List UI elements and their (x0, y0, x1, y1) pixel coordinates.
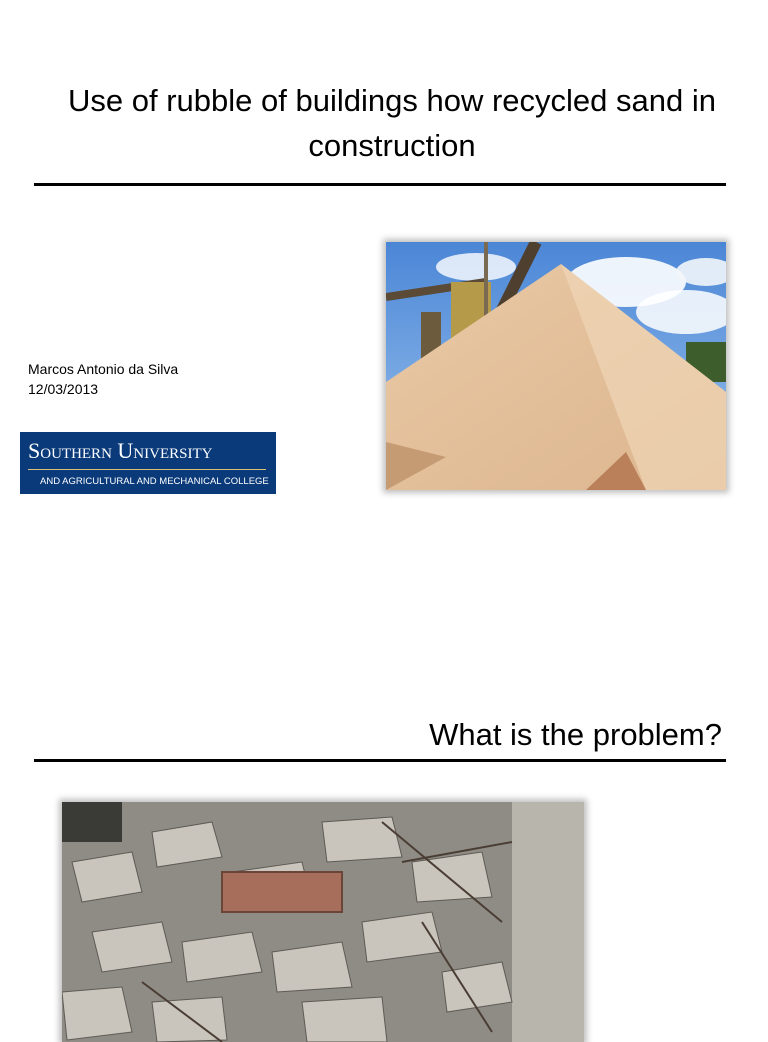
author-block (28, 359, 178, 399)
title-divider (34, 759, 726, 762)
rubble-photo (62, 802, 584, 1042)
slide-2 (0, 690, 768, 1024)
title-divider (34, 183, 726, 186)
university-logo (20, 432, 276, 494)
slide-title: What is the problem? (429, 717, 722, 752)
logo-sub-text: AND AGRICULTURAL AND MECHANICAL COLLEGE (40, 476, 269, 487)
logo-main-text: Southern University (28, 438, 213, 463)
author-name: Marcos Antonio da Silva (28, 361, 179, 377)
presentation-date: 12/03/2013 (28, 381, 99, 397)
logo-divider (28, 469, 266, 470)
slide-title: Use of rubble of buildings how recycled sand in construction (68, 83, 716, 163)
sand-pile-photo (386, 242, 726, 490)
